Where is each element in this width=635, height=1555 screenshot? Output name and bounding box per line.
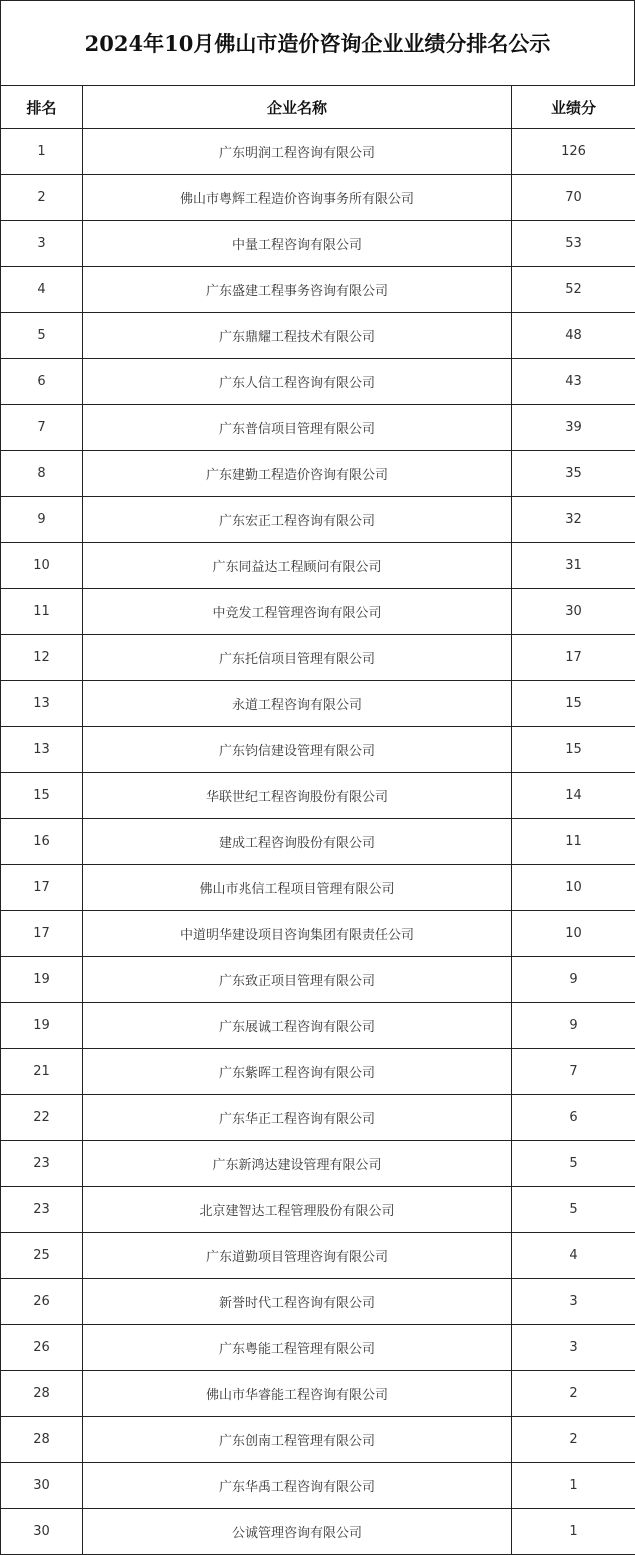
company-name-cell: 广东致正项目管理有限公司 [83, 957, 512, 1003]
score-cell: 15 [512, 727, 635, 773]
table-row [1, 1325, 635, 1371]
company-name-cell: 广东宏正工程咨询有限公司 [83, 497, 512, 543]
company-name-cell: 广东鼎耀工程技术有限公司 [83, 313, 512, 359]
table-row [1, 727, 635, 773]
table-row [1, 589, 635, 635]
table-row [1, 497, 635, 543]
company-name-cell: 广东钧信建设管理有限公司 [83, 727, 512, 773]
score-cell: 70 [512, 175, 635, 221]
rank-cell: 17 [1, 911, 83, 957]
score-cell: 4 [512, 1233, 635, 1279]
rank-cell: 16 [1, 819, 83, 865]
company-name-cell: 佛山市兆信工程项目管理有限公司 [83, 865, 512, 911]
page-title: 2024年10月佛山市造价咨询企业业绩分排名公示 [0, 0, 635, 85]
rank-cell: 17 [1, 865, 83, 911]
rank-cell: 10 [1, 543, 83, 589]
table-row [1, 1463, 635, 1509]
company-name-cell: 新誉时代工程咨询有限公司 [83, 1279, 512, 1325]
score-cell: 52 [512, 267, 635, 313]
company-name-cell: 广东华正工程咨询有限公司 [83, 1095, 512, 1141]
score-cell: 15 [512, 681, 635, 727]
rank-cell: 19 [1, 957, 83, 1003]
score-cell: 53 [512, 221, 635, 267]
company-name-cell: 北京建智达工程管理股份有限公司 [83, 1187, 512, 1233]
rank-cell: 13 [1, 727, 83, 773]
table-row [1, 1187, 635, 1233]
rank-cell: 26 [1, 1279, 83, 1325]
score-cell: 2 [512, 1371, 635, 1417]
table-row [1, 1141, 635, 1187]
company-name-cell: 中竞发工程管理咨询有限公司 [83, 589, 512, 635]
rank-cell: 23 [1, 1141, 83, 1187]
table-row [1, 681, 635, 727]
score-cell: 3 [512, 1279, 635, 1325]
score-cell: 3 [512, 1325, 635, 1371]
company-name-cell: 广东建勤工程造价咨询有限公司 [83, 451, 512, 497]
table-row [1, 911, 635, 957]
table-row [1, 221, 635, 267]
table-row [1, 1417, 635, 1463]
score-cell: 31 [512, 543, 635, 589]
company-name-cell: 广东人信工程咨询有限公司 [83, 359, 512, 405]
rank-cell: 28 [1, 1417, 83, 1463]
column-header-name: 企业名称 [83, 86, 512, 129]
company-name-cell: 佛山市华睿能工程咨询有限公司 [83, 1371, 512, 1417]
table-row [1, 773, 635, 819]
company-name-cell: 广东展诚工程咨询有限公司 [83, 1003, 512, 1049]
table-body [1, 129, 635, 1555]
rank-cell: 21 [1, 1049, 83, 1095]
company-name-cell: 中量工程咨询有限公司 [83, 221, 512, 267]
company-name-cell: 公诚管理咨询有限公司 [83, 1509, 512, 1555]
table-row [1, 543, 635, 589]
column-header-rank: 排名 [1, 86, 83, 129]
company-name-cell: 广东道勤项目管理咨询有限公司 [83, 1233, 512, 1279]
rank-cell: 23 [1, 1187, 83, 1233]
rank-cell: 8 [1, 451, 83, 497]
rank-cell: 3 [1, 221, 83, 267]
score-cell: 9 [512, 1003, 635, 1049]
rank-cell: 19 [1, 1003, 83, 1049]
rank-cell: 5 [1, 313, 83, 359]
table-row [1, 1371, 635, 1417]
company-name-cell: 广东新鸿达建设管理有限公司 [83, 1141, 512, 1187]
rank-cell: 11 [1, 589, 83, 635]
score-cell: 6 [512, 1095, 635, 1141]
score-cell: 2 [512, 1417, 635, 1463]
score-cell: 9 [512, 957, 635, 1003]
table-row [1, 451, 635, 497]
company-name-cell: 广东华禹工程咨询有限公司 [83, 1463, 512, 1509]
table-row [1, 1509, 635, 1555]
company-name-cell: 华联世纪工程咨询股份有限公司 [83, 773, 512, 819]
column-header-score: 业绩分 [512, 86, 635, 129]
company-name-cell: 广东同益达工程顾问有限公司 [83, 543, 512, 589]
company-name-cell: 中道明华建设项目咨询集团有限责任公司 [83, 911, 512, 957]
table-row [1, 1279, 635, 1325]
table-row [1, 405, 635, 451]
table-row [1, 313, 635, 359]
rank-cell: 12 [1, 635, 83, 681]
rank-cell: 30 [1, 1509, 83, 1555]
ranking-table [0, 85, 635, 1555]
company-name-cell: 广东托信项目管理有限公司 [83, 635, 512, 681]
table-row [1, 267, 635, 313]
rank-cell: 1 [1, 129, 83, 175]
company-name-cell: 广东创南工程管理有限公司 [83, 1417, 512, 1463]
score-cell: 30 [512, 589, 635, 635]
score-cell: 7 [512, 1049, 635, 1095]
table-row [1, 1003, 635, 1049]
score-cell: 5 [512, 1187, 635, 1233]
score-cell: 17 [512, 635, 635, 681]
table-row [1, 175, 635, 221]
rank-cell: 28 [1, 1371, 83, 1417]
table-row [1, 1233, 635, 1279]
score-cell: 35 [512, 451, 635, 497]
score-cell: 1 [512, 1463, 635, 1509]
score-cell: 5 [512, 1141, 635, 1187]
company-name-cell: 永道工程咨询有限公司 [83, 681, 512, 727]
company-name-cell: 广东紫晖工程咨询有限公司 [83, 1049, 512, 1095]
rank-cell: 25 [1, 1233, 83, 1279]
score-cell: 39 [512, 405, 635, 451]
score-cell: 48 [512, 313, 635, 359]
table-row [1, 819, 635, 865]
table-header-row [1, 86, 635, 129]
rank-cell: 30 [1, 1463, 83, 1509]
table-row [1, 957, 635, 1003]
rank-cell: 4 [1, 267, 83, 313]
rank-cell: 13 [1, 681, 83, 727]
company-name-cell: 广东普信项目管理有限公司 [83, 405, 512, 451]
company-name-cell: 广东粤能工程管理有限公司 [83, 1325, 512, 1371]
table-row [1, 1049, 635, 1095]
score-cell: 126 [512, 129, 635, 175]
score-cell: 43 [512, 359, 635, 405]
table-row [1, 1095, 635, 1141]
rank-cell: 2 [1, 175, 83, 221]
rank-cell: 9 [1, 497, 83, 543]
score-cell: 10 [512, 911, 635, 957]
score-cell: 10 [512, 865, 635, 911]
table-row [1, 635, 635, 681]
table-row [1, 865, 635, 911]
score-cell: 1 [512, 1509, 635, 1555]
company-name-cell: 广东盛建工程事务咨询有限公司 [83, 267, 512, 313]
rank-cell: 22 [1, 1095, 83, 1141]
rank-cell: 7 [1, 405, 83, 451]
score-cell: 11 [512, 819, 635, 865]
rank-cell: 26 [1, 1325, 83, 1371]
table-row [1, 359, 635, 405]
rank-cell: 15 [1, 773, 83, 819]
table-row [1, 129, 635, 175]
score-cell: 32 [512, 497, 635, 543]
company-name-cell: 建成工程咨询股份有限公司 [83, 819, 512, 865]
company-name-cell: 佛山市粤辉工程造价咨询事务所有限公司 [83, 175, 512, 221]
score-cell: 14 [512, 773, 635, 819]
company-name-cell: 广东明润工程咨询有限公司 [83, 129, 512, 175]
rank-cell: 6 [1, 359, 83, 405]
